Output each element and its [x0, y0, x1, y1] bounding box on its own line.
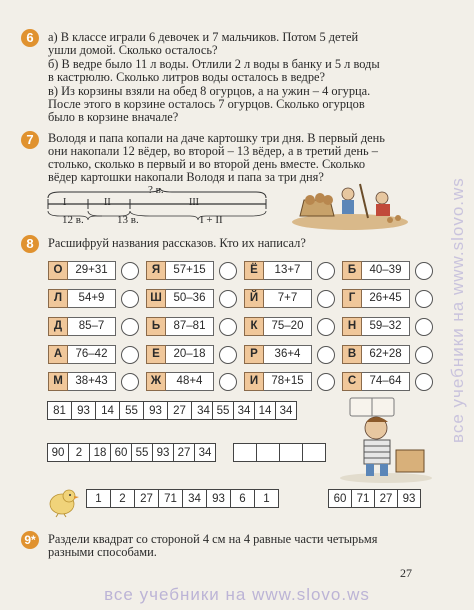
task-6c-line2: После этого в корзине осталось 7 огурцов. Сколько огурцов — [48, 97, 365, 111]
answer-cell[interactable]: 71 — [159, 490, 183, 508]
task-8-prompt: Расшифруй названия рассказов. Кто их написал? — [48, 236, 306, 250]
diagram-below-iii: I + II — [200, 214, 223, 226]
cipher-item — [146, 372, 237, 391]
answer-cell[interactable]: 93 — [207, 490, 231, 508]
diagram-seg-i: I — [63, 197, 67, 208]
answer-row3-left — [86, 489, 279, 508]
task-7-line4: вёдер картошки накопали Володя и папа за три дня? — [48, 170, 324, 184]
chick-illustration — [42, 484, 82, 518]
answer-circle[interactable] — [219, 373, 237, 391]
cipher-letter: Ш — [146, 289, 166, 308]
answer-row1-right — [212, 401, 297, 420]
diagram-below-ii: 13 в. — [117, 214, 139, 226]
cipher-expression: 36+4 — [264, 345, 312, 364]
answer-cell[interactable]: 90 — [48, 444, 69, 462]
answer-circle[interactable] — [415, 262, 433, 280]
answer-cell[interactable] — [303, 444, 326, 462]
cipher-letter: Ж — [146, 372, 166, 391]
answer-circle[interactable] — [317, 262, 335, 280]
cipher-expression: 13+7 — [264, 261, 312, 280]
answer-cell[interactable]: 27 — [174, 444, 195, 462]
answer-cell[interactable]: 93 — [153, 444, 174, 462]
answer-cell[interactable] — [234, 444, 257, 462]
cipher-letter: Р — [244, 345, 264, 364]
answer-cell[interactable]: 93 — [144, 402, 168, 420]
task-9-number: 9* — [21, 531, 39, 549]
potato-digging-illustration — [290, 178, 410, 230]
answer-cell[interactable]: 27 — [168, 402, 192, 420]
answer-cell[interactable]: 55 — [120, 402, 144, 420]
cipher-expression: 54+9 — [68, 289, 116, 308]
answer-circle[interactable] — [121, 373, 139, 391]
answer-cell[interactable]: 55 — [213, 402, 234, 420]
cipher-expression: 7+7 — [264, 289, 312, 308]
cipher-item — [244, 289, 335, 308]
cipher-letter: Й — [244, 289, 264, 308]
cipher-item — [342, 289, 433, 308]
cipher-expression: 20–18 — [166, 345, 214, 364]
cipher-letter: К — [244, 317, 264, 336]
answer-cell[interactable]: 93 — [72, 402, 96, 420]
answer-row2-left — [47, 443, 216, 462]
cipher-item — [342, 372, 433, 391]
answer-cell[interactable]: 81 — [48, 402, 72, 420]
cipher-item — [146, 261, 237, 280]
cipher-item — [342, 345, 433, 364]
answer-circle[interactable] — [317, 346, 335, 364]
answer-cell[interactable]: 34 — [276, 402, 297, 420]
cipher-letter: Я — [146, 261, 166, 280]
answer-cell[interactable]: 1 — [87, 490, 111, 508]
answer-circle[interactable] — [415, 373, 433, 391]
task-6-number: 6 — [21, 29, 39, 47]
boy-reading-illustration — [336, 392, 436, 484]
answer-row1-left — [47, 401, 216, 420]
answer-cell[interactable]: 14 — [96, 402, 120, 420]
diagram-seg-iii: III — [189, 197, 199, 208]
cipher-letter: Е — [146, 345, 166, 364]
answer-cell[interactable]: 18 — [90, 444, 111, 462]
cipher-letter: А — [48, 345, 68, 364]
answer-circle[interactable] — [219, 346, 237, 364]
answer-cell[interactable]: 2 — [69, 444, 90, 462]
answer-cell[interactable]: 60 — [111, 444, 132, 462]
answer-circle[interactable] — [121, 318, 139, 336]
answer-row3-right — [328, 489, 421, 508]
cipher-letter: Н — [342, 317, 362, 336]
answer-circle[interactable] — [219, 290, 237, 308]
cipher-item — [48, 289, 139, 308]
bottom-watermark: все учебники на www.slovo.ws — [104, 585, 370, 604]
answer-cell[interactable]: 34 — [234, 402, 255, 420]
cipher-expression: 57+15 — [166, 261, 214, 280]
cipher-letter: Б — [342, 261, 362, 280]
cipher-expression: 38+43 — [68, 372, 116, 391]
answer-circle[interactable] — [121, 290, 139, 308]
cipher-item — [48, 372, 139, 391]
cipher-expression: 76–42 — [68, 345, 116, 364]
answer-cell[interactable]: 34 — [195, 444, 216, 462]
task-9-line1: Раздели квадрат со стороной 4 см на 4 равные части четырьмя — [48, 532, 378, 546]
answer-cell[interactable]: 55 — [132, 444, 153, 462]
answer-cell[interactable]: 27 — [375, 490, 398, 508]
task-7-line3: столько, сколько в первый и во второй день вместе. Сколько — [48, 157, 366, 171]
answer-cell[interactable]: 1 — [255, 490, 279, 508]
answer-cell[interactable] — [280, 444, 303, 462]
answer-cell[interactable]: 71 — [352, 490, 375, 508]
cipher-expression: 85–7 — [68, 317, 116, 336]
task-6c-line3: было в корзине вначале? — [48, 110, 179, 124]
answer-row2-right — [233, 443, 326, 462]
cipher-item — [244, 261, 335, 280]
cipher-expression: 29+31 — [68, 261, 116, 280]
cipher-letter: О — [48, 261, 68, 280]
cipher-item — [244, 317, 335, 336]
cipher-expression: 50–36 — [166, 289, 214, 308]
answer-circle[interactable] — [317, 290, 335, 308]
cipher-letter: В — [342, 345, 362, 364]
answer-circle[interactable] — [415, 290, 433, 308]
diagram-total-label: ? в. — [148, 184, 164, 196]
cipher-expression: 78+15 — [264, 372, 312, 391]
answer-cell[interactable]: 34 — [183, 490, 207, 508]
answer-cell[interactable]: 2 — [111, 490, 135, 508]
cipher-item — [244, 372, 335, 391]
cipher-expression: 74–64 — [362, 372, 410, 391]
answer-circle[interactable] — [415, 318, 433, 336]
cipher-item — [146, 317, 237, 336]
answer-circle[interactable] — [121, 346, 139, 364]
answer-cell[interactable]: 6 — [231, 490, 255, 508]
answer-cell[interactable]: 60 — [329, 490, 352, 508]
task-6c-line1: в) Из корзины взяли на обед 8 огурцов, а на ужин – 4 огурца. — [48, 84, 371, 98]
answer-cell[interactable]: 27 — [135, 490, 159, 508]
task-6b-line1: б) В ведре было 11 л воды. Отлили 2 л воды в банку и 5 л воды — [48, 57, 380, 71]
cipher-expression: 26+45 — [362, 289, 410, 308]
cipher-expression: 87–81 — [166, 317, 214, 336]
task-7-number: 7 — [21, 131, 39, 149]
task-6b-line2: в кастрюлю. Сколько литров воды осталось в ведре? — [48, 70, 326, 84]
cipher-letter: М — [48, 372, 68, 391]
cipher-letter: И — [244, 372, 264, 391]
diagram-seg-ii: II — [104, 197, 111, 208]
answer-circle[interactable] — [219, 262, 237, 280]
cipher-item — [48, 261, 139, 280]
answer-circle[interactable] — [317, 318, 335, 336]
task-7-line1: Володя и папа копали на даче картошку три дня. В первый день — [48, 131, 385, 145]
answer-cell[interactable] — [257, 444, 280, 462]
cipher-letter: Ь — [146, 317, 166, 336]
answer-cell[interactable]: 34 — [192, 402, 216, 420]
answer-cell[interactable]: 93 — [398, 490, 421, 508]
cipher-letter: Ё — [244, 261, 264, 280]
cipher-item — [48, 317, 139, 336]
cipher-item — [146, 289, 237, 308]
task-6a-line1: а) В классе играли 6 девочек и 7 мальчиков. Потом 5 детей — [48, 30, 359, 44]
cipher-item — [244, 345, 335, 364]
cipher-expression: 40–39 — [362, 261, 410, 280]
cipher-letter: Л — [48, 289, 68, 308]
cipher-letter: Г — [342, 289, 362, 308]
cipher-expression: 62+28 — [362, 345, 410, 364]
page-number: 27 — [400, 566, 412, 580]
cipher-item — [48, 345, 139, 364]
side-watermark: все учебники на www.slovo.ws — [448, 177, 467, 443]
answer-circle[interactable] — [121, 262, 139, 280]
task-6a-line2: ушли домой. Сколько осталось? — [48, 43, 218, 57]
answer-circle[interactable] — [317, 373, 335, 391]
cipher-expression: 75–20 — [264, 317, 312, 336]
task-7-line2: они накопали 12 вёдер, во второй – 13 вёдер, а в третий день – — [48, 144, 378, 158]
cipher-item — [146, 345, 237, 364]
answer-circle[interactable] — [415, 346, 433, 364]
task-9-line2: разными способами. — [48, 545, 157, 559]
cipher-item — [342, 261, 433, 280]
cipher-expression: 48+4 — [166, 372, 214, 391]
diagram-below-i: 12 в. — [62, 214, 84, 226]
answer-circle[interactable] — [219, 318, 237, 336]
answer-cell[interactable]: 14 — [255, 402, 276, 420]
cipher-letter: С — [342, 372, 362, 391]
cipher-letter: Д — [48, 317, 68, 336]
task-8-number: 8 — [21, 235, 39, 253]
cipher-item — [342, 317, 433, 336]
cipher-expression: 59–32 — [362, 317, 410, 336]
